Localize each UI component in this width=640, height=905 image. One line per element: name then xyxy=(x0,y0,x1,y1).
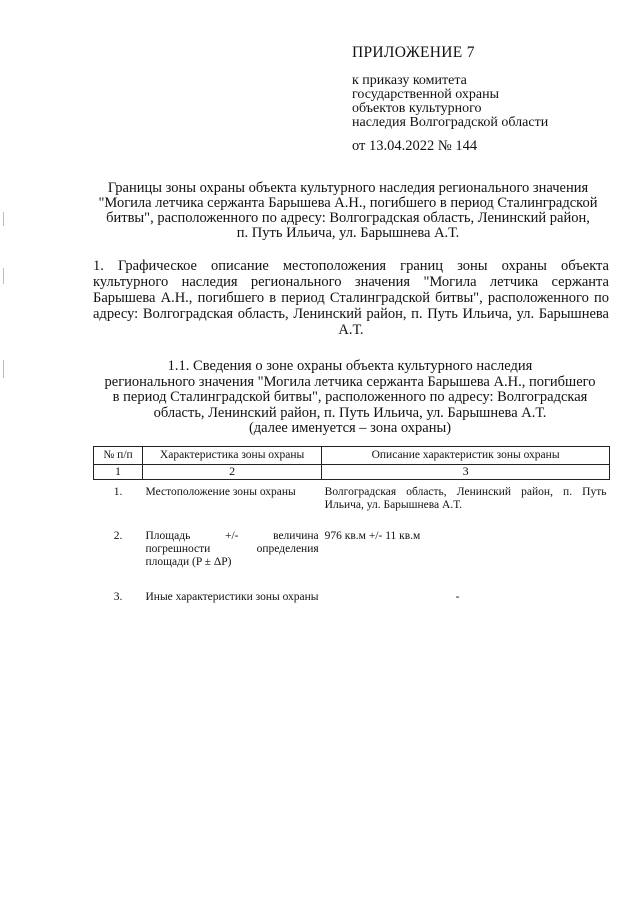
row-number: 1. xyxy=(113,486,123,498)
section-line: в период Сталинградской битвы", расположенного по адресу: Волгоградская xyxy=(112,389,588,406)
column-number: 2 xyxy=(143,465,322,480)
scan-mark xyxy=(3,360,4,378)
header-number: № п/п xyxy=(94,447,143,465)
zone-characteristics-table xyxy=(93,446,610,608)
scan-mark xyxy=(3,212,4,226)
table-row xyxy=(94,480,610,517)
header-characteristic: Характеристика зоны охраны xyxy=(143,447,322,465)
row-description: Волгоградская область, Ленинский район, п. Путь Ильича, ул. Барышнева А.Т. xyxy=(324,486,607,511)
section-line: (далее именуется – зона охраны) xyxy=(248,420,452,437)
table-row xyxy=(94,573,610,608)
section-line: регионального значения "Могила летчика сержанта Барышева А.Н., погибшего xyxy=(104,373,596,390)
scan-mark xyxy=(3,268,4,284)
row-characteristic: Иные характеристики зоны охраны xyxy=(145,591,319,603)
section-1-1-heading xyxy=(93,359,607,437)
order-line: наследия Волгоградской области xyxy=(352,115,549,130)
title-line: битвы", расположенного по адресу: Волгоградская область, Ленинский район, xyxy=(106,210,590,226)
row-description: 976 кв.м +/- 11 кв.м xyxy=(324,530,421,542)
section-line: 1.1. Сведения о зоне охраны объекта культурного наследия xyxy=(167,358,533,374)
column-number: 3 xyxy=(322,465,610,480)
row-characteristic: Местоположение зоны охраны xyxy=(145,486,296,498)
column-number-row xyxy=(94,465,610,480)
row-number: 2. xyxy=(113,530,123,542)
title-line: п. Путь Ильича, ул. Барышнева А.Т. xyxy=(236,225,460,241)
order-date: от 13.04.2022 № 144 xyxy=(352,138,478,154)
row-characteristic: Площадь +/- величина погрешности определения площади (P ± ΔP) xyxy=(145,530,319,568)
section-1-paragraph: 1. Графическое описание местоположения границ зоны охраны объекта культурного наследия регионального значения "Могила летчика сержанта Барышева А.Н., погибшего в период Сталинградской битвы", расположенного по адресу: Волгоградская область, Ленинский район, п. Путь Ильича, ул. Барышнева А.Т. xyxy=(93,258,609,338)
column-number: 1 xyxy=(94,465,143,480)
document-title xyxy=(78,181,618,241)
row-description: - xyxy=(455,591,460,603)
section-line: область, Ленинский район, п. Путь Ильича, ул. Барышнева А.Т. xyxy=(153,404,547,421)
row-number: 3. xyxy=(113,591,123,603)
title-line: "Могила летчика сержанта Барышева А.Н., погибшего в период Сталинградской xyxy=(98,195,598,211)
appendix-number: ПРИЛОЖЕНИЕ 7 xyxy=(352,44,475,61)
order-line: государственной охраны xyxy=(352,87,500,102)
title-line: Границы зоны охраны объекта культурного наследия регионального значения xyxy=(107,180,589,196)
order-reference xyxy=(352,74,548,130)
table-row xyxy=(94,516,610,573)
order-line: объектов культурного xyxy=(352,101,482,116)
order-line: к приказу комитета xyxy=(352,73,467,88)
header-description: Описание характеристик зоны охраны xyxy=(322,447,610,465)
